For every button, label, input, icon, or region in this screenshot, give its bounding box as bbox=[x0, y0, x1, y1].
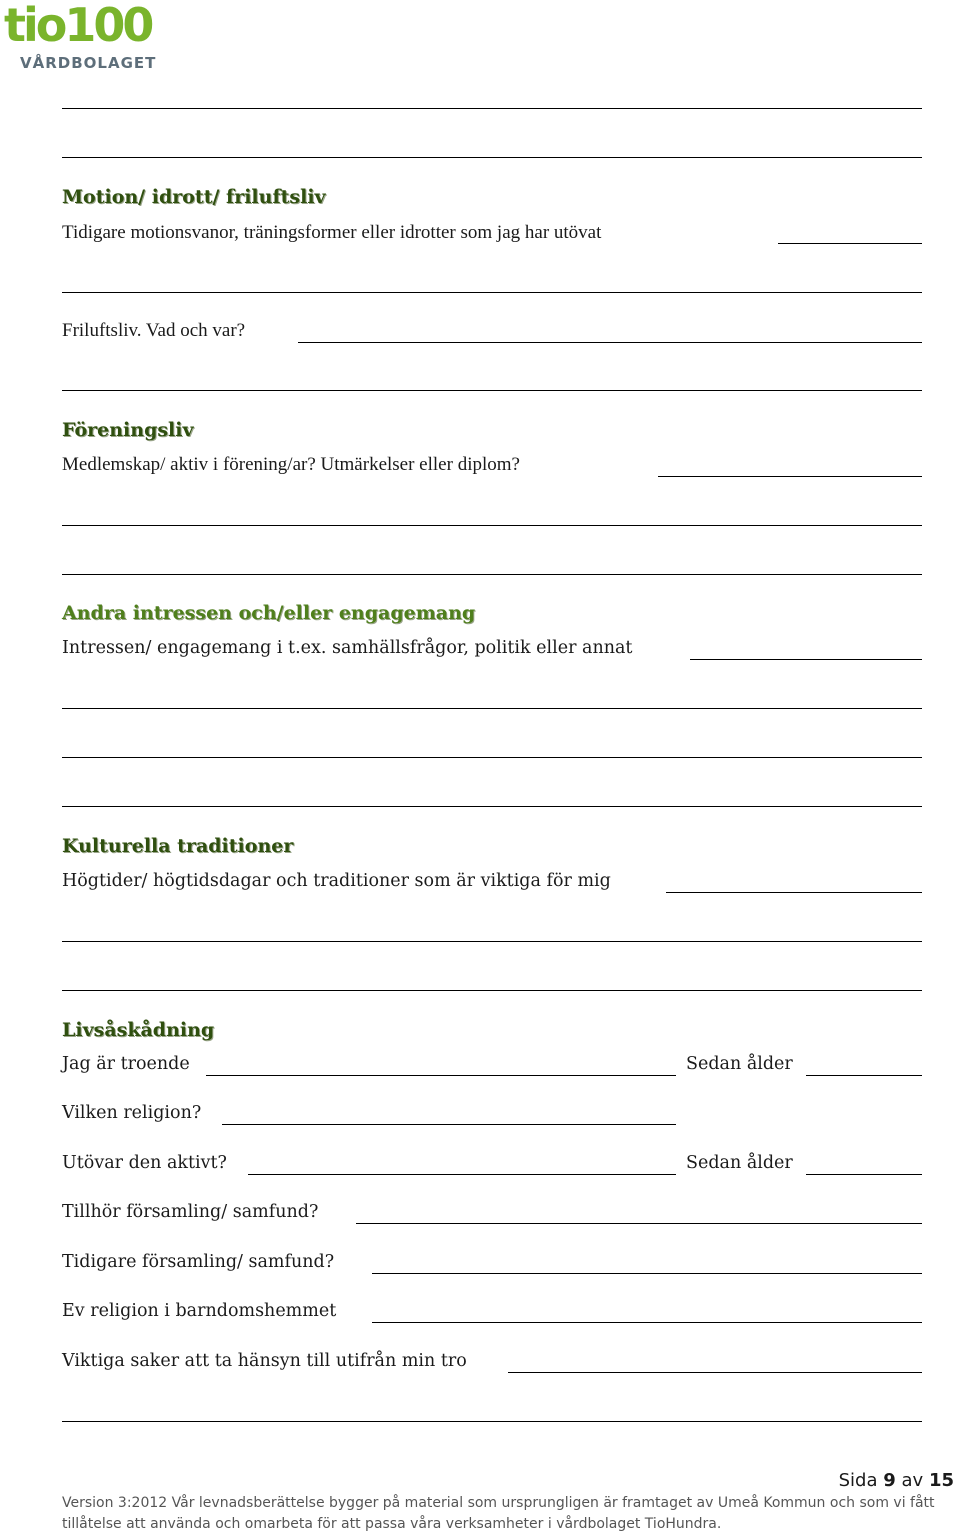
section-heading-andra: Andra intressen och/eller engagemang bbox=[62, 602, 476, 624]
question-tidigare: Tidigare församling/ samfund? bbox=[62, 1252, 335, 1272]
answer-line[interactable] bbox=[298, 342, 922, 343]
question-utovar: Utövar den aktivt? bbox=[62, 1153, 227, 1173]
question-intressen: Intressen/ engagemang i t.ex. samhällsfrågor, politik eller annat bbox=[62, 638, 633, 658]
footer-line-2: tillåtelse att använda och omarbeta för att passa våra verksamheter i vårdbolaget TioHundra. bbox=[62, 1516, 722, 1532]
logo-brand: tio100 bbox=[4, 0, 152, 52]
question-barndom: Ev religion i barndomshemmet bbox=[62, 1301, 337, 1321]
section-heading-motion: Motion/ idrott/ friluftsliv bbox=[62, 186, 326, 208]
answer-line[interactable] bbox=[372, 1322, 922, 1323]
answer-line[interactable] bbox=[372, 1273, 922, 1274]
question-troende: Jag är troende bbox=[62, 1054, 190, 1074]
answer-line[interactable] bbox=[248, 1174, 676, 1175]
footer-line-1: Version 3:2012 Vår levnadsberättelse bygger på material som ursprungligen är framtaget av Umeå Kommun och som vi fått bbox=[62, 1495, 935, 1511]
section-heading-livs: Livsåskådning bbox=[62, 1019, 215, 1041]
answer-line[interactable] bbox=[62, 1421, 922, 1422]
question-sedan-alder-1: Sedan ålder bbox=[686, 1054, 793, 1074]
answer-line[interactable] bbox=[62, 806, 922, 807]
answer-line[interactable] bbox=[778, 243, 922, 244]
section-heading-forening: Föreningsliv bbox=[62, 419, 194, 441]
answer-line[interactable] bbox=[62, 574, 922, 575]
answer-line[interactable] bbox=[62, 390, 922, 391]
answer-line[interactable] bbox=[222, 1124, 676, 1125]
question-hansyn: Viktiga saker att ta hänsyn till utifrån min tro bbox=[62, 1351, 467, 1371]
question-sedan-alder-2: Sedan ålder bbox=[686, 1153, 793, 1173]
section-heading-kultur: Kulturella traditioner bbox=[62, 835, 294, 857]
question-religion: Vilken religion? bbox=[62, 1103, 202, 1123]
answer-line[interactable] bbox=[62, 108, 922, 109]
question-tillhor: Tillhör församling/ samfund? bbox=[62, 1202, 319, 1222]
answer-line[interactable] bbox=[62, 941, 922, 942]
answer-line[interactable] bbox=[62, 708, 922, 709]
answer-line[interactable] bbox=[206, 1075, 676, 1076]
answer-line[interactable] bbox=[62, 292, 922, 293]
question-friluftsliv: Friluftsliv. Vad och var? bbox=[62, 320, 246, 341]
question-forening: Medlemskap/ aktiv i förening/ar? Utmärkelser eller diplom? bbox=[62, 454, 520, 475]
answer-line[interactable] bbox=[356, 1223, 922, 1224]
answer-line[interactable] bbox=[806, 1174, 922, 1175]
company-logo bbox=[4, 0, 164, 74]
question-motion-habits: Tidigare motionsvanor, träningsformer eller idrotter som jag har utövat bbox=[62, 222, 602, 243]
answer-line[interactable] bbox=[658, 476, 922, 477]
page-number: Sida 9 av 15 bbox=[838, 1470, 954, 1491]
answer-line[interactable] bbox=[62, 157, 922, 158]
answer-line[interactable] bbox=[62, 990, 922, 991]
answer-line[interactable] bbox=[62, 757, 922, 758]
answer-line[interactable] bbox=[690, 659, 922, 660]
answer-line[interactable] bbox=[508, 1372, 922, 1373]
answer-line[interactable] bbox=[806, 1075, 922, 1076]
logo-subtitle: VÅRDBOLAGET bbox=[20, 54, 157, 72]
question-hogtider: Högtider/ högtidsdagar och traditioner som är viktiga för mig bbox=[62, 871, 611, 891]
answer-line[interactable] bbox=[666, 892, 922, 893]
answer-line[interactable] bbox=[62, 525, 922, 526]
